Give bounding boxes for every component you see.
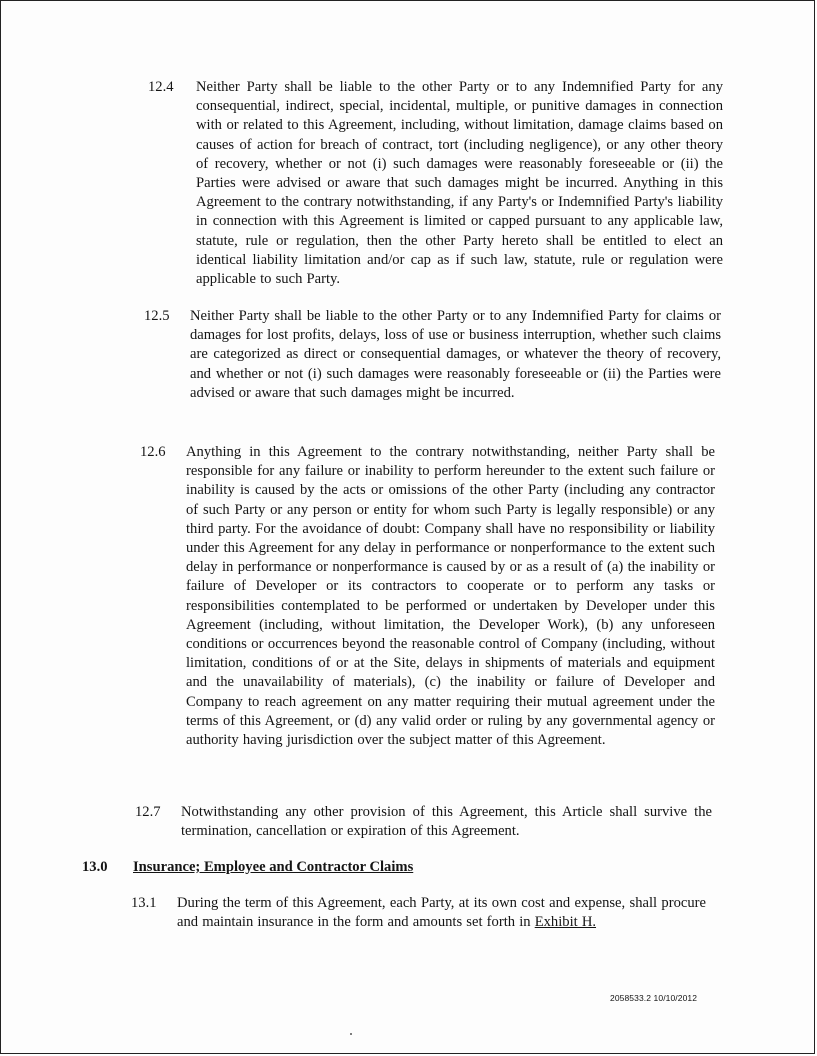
clause-13-1 (131, 894, 706, 932)
clause-number: 12.6 (140, 444, 166, 460)
document-footer-id: 2058533.2 10/10/2012 (610, 993, 698, 1003)
section-title: Insurance; Employee and Contractor Claims (133, 859, 414, 875)
clause-12-5 (144, 307, 721, 403)
exhibit-reference: Exhibit H. (534, 914, 597, 931)
clause-12-6 (140, 443, 715, 750)
section-number: 13.0 (82, 859, 108, 875)
clause-number: 12.7 (135, 804, 161, 820)
clause-12-4 (148, 78, 723, 289)
clause-text: Notwithstanding any other provision of this Agreement, this Article shall survive the termination, cancellation or expiration of this Agreement. (181, 804, 712, 840)
clause-12-7 (135, 803, 712, 841)
clause-text: Neither Party shall be liable to the other Party or to any Indemnified Party for any consequential, indirect, special, incidental, multiple, or punitive damages in connection with or related to this Agreement, including, without limitation, damage claims based on causes of action for breach of contract, tort (including negligence), or any other theory of recovery, whether or not (i) such damages were reasonably foreseeable or (ii) the Parties were advised or aware that such damages might be incurred. Anything in this Agreement to the contrary notwithstanding, if any Party's or Indemnified Party's liability in connection with this Agreement is limited or capped pursuant to any applicable law, statute, rule or regulation, then the other Party hereto shall be entitled to elect an identical liability limitation and/or cap as if such law, statute, rule or regulation were applicable to such Party. (196, 79, 723, 288)
clause-text: Neither Party shall be liable to the other Party or to any Indemnified Party for claims or damages for lost profits, delays, loss of use or business interruption, whether such claims are categorized as direct or consequential damages, or whatever the theory of recovery, and whether or not (i) such damages were reasonably foreseeable or (ii) the Parties were advised or aware that such damages might be incurred. (190, 308, 721, 401)
clause-text (177, 894, 706, 932)
scan-speck (350, 1033, 352, 1035)
clause-text: Anything in this Agreement to the contrary notwithstanding, neither Party shall be responsible for any failure or inability to perform hereunder to the extent such failure or inability is caused by the acts or omissions of the other Party (including any contractor of such Party or any person or entity for whom such Party is legally responsible) or any third party. For the avoidance of doubt: Company shall have no responsibility or liability under this Agreement for any delay in performance or nonperformance to the extent such delay in performance or nonperformance is caused by or as a result of (a) the inability or failure of Developer or its contractors to cooperate or to perform any tasks or responsibilities contemplated to be performed or undertaken by Developer under this Agreement (including, without limitation, the Developer Work), (b) any unforeseen conditions or occurrences beyond the reasonable control of Company (including, without limitation, conditions of or at the Site, delays in shipments of materials and equipment and the unavailability of materials), (c) the inability or failure of Developer and Company to reach agreement on any matter requiring their mutual agreement under the terms of this Agreement, or (d) any valid order or ruling by any governmental agency or authority having jurisdiction over the subject matter of this Agreement. (186, 444, 715, 749)
clause-number: 12.4 (148, 79, 174, 95)
clause-body: During the term of this Agreement, each Party, at its own cost and expense, shall procure and maintain insurance in the form and amounts set forth in (177, 895, 706, 931)
clause-number: 13.1 (131, 895, 157, 911)
clause-number: 12.5 (144, 308, 170, 324)
